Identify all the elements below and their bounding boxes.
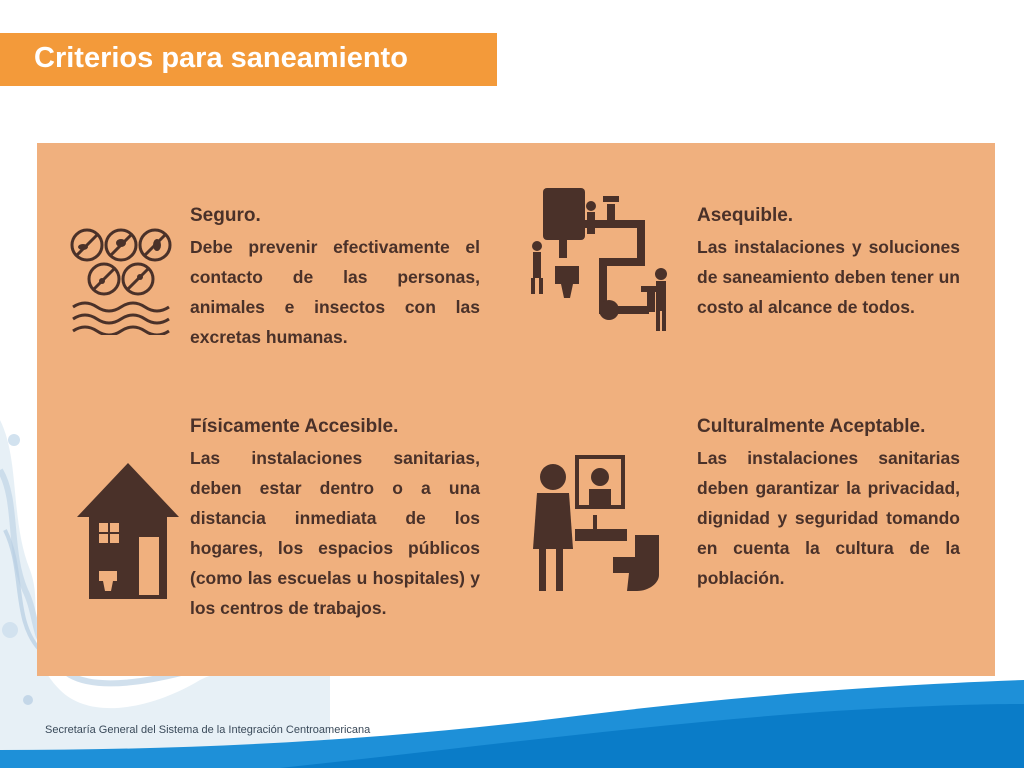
bathroom-privacy-icon (527, 455, 667, 595)
criterion-heading: Físicamente Accesible. (190, 416, 399, 437)
criterion-seguro (190, 205, 480, 352)
criterion-text: Debe prevenir efectivamente el contacto de las personas, animales e insectos con las excretas humanas. (190, 237, 480, 347)
criterion-culturalmente-aceptable (697, 416, 960, 593)
criterion-heading: Seguro. (190, 205, 261, 226)
slide-title: Criterios para saneamiento (34, 42, 408, 74)
criterion-text: Las instalaciones sanitarias, deben estar dentro o a una distancia inmediata de los hogares, los espacios públicos (como las escuelas u hospitales) y los centros de trabajos. (190, 448, 480, 618)
house-icon (75, 461, 181, 601)
criterion-asequible (697, 205, 960, 322)
no-contact-icons (69, 223, 181, 335)
criterion-heading: Asequible. (697, 205, 794, 226)
water-infrastructure-icon (529, 180, 679, 340)
title-bar (0, 33, 497, 86)
footer-organization: Secretaría General del Sistema de la Integración Centroamericana (45, 724, 371, 736)
criterion-text: Las instalaciones sanitarias deben garantizar la privacidad, dignidad y seguridad tomando en cuenta la cultura de la población. (697, 448, 960, 588)
criterion-text: Las instalaciones y soluciones de saneamiento deben tener un costo al alcance de todos. (697, 237, 960, 317)
criterion-fisicamente-accesible (190, 416, 480, 623)
criteria-panel (37, 143, 995, 676)
criterion-heading: Culturalmente Aceptable. (697, 416, 926, 437)
